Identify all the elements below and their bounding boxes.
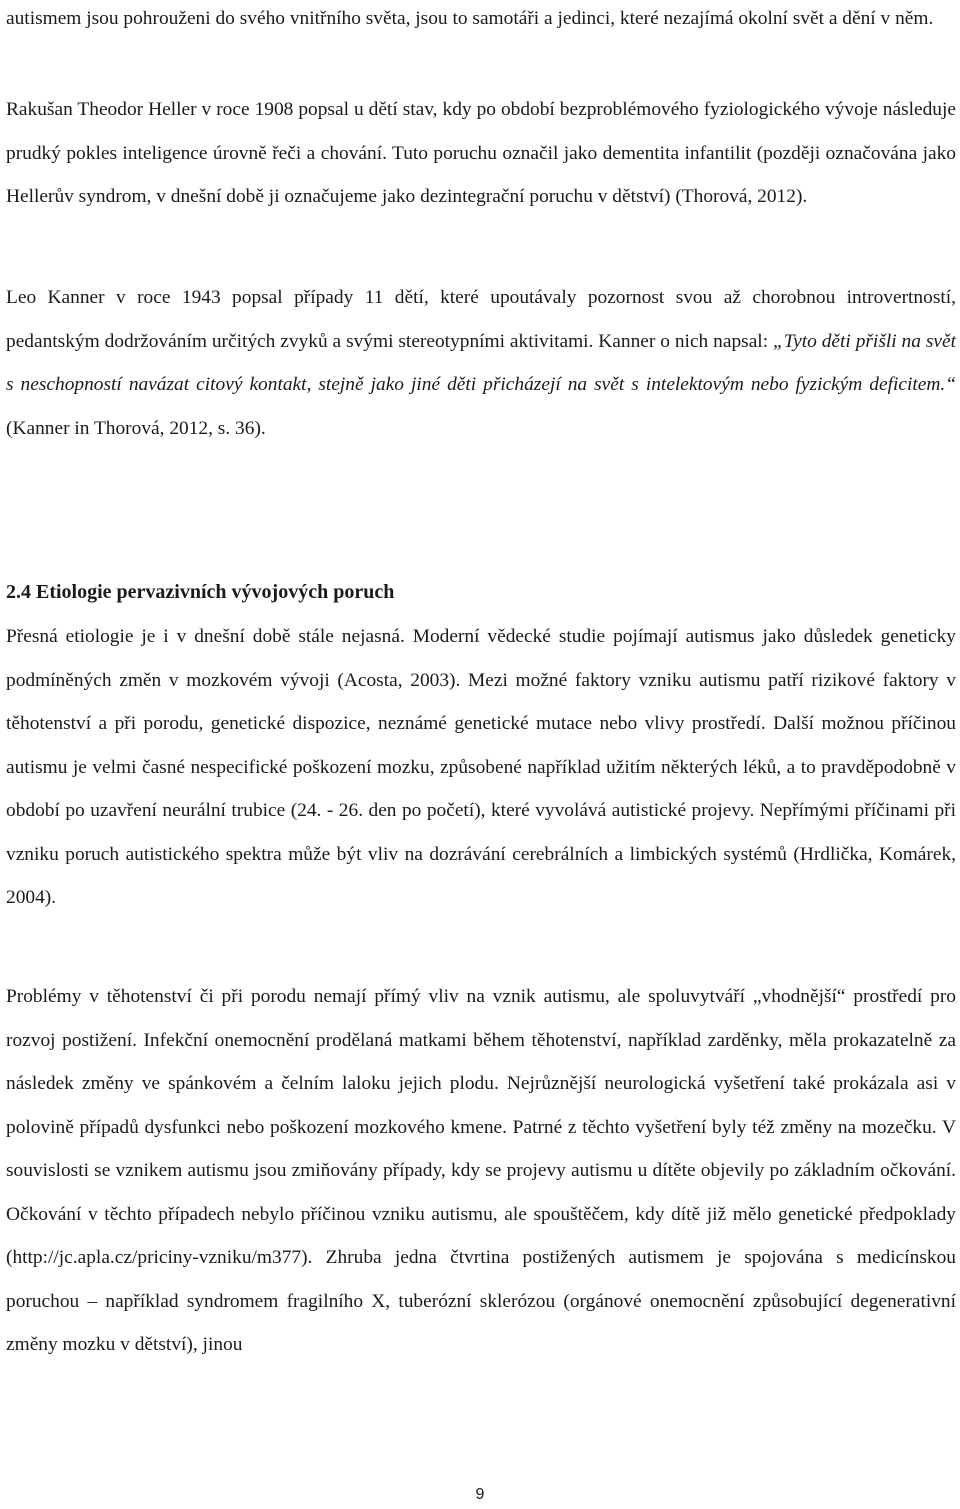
- kanner-text: Leo Kanner v roce 1943 popsal případy 11 dětí, které upoutávaly pozornost svou až chorobnou introvertností, pedantským dodržováním určitých zvyků a svými stereotypními aktivitami. Kanner o nich napsal:: [6, 287, 956, 352]
- kanner-citation: (Kanner in Thorová, 2012, s. 36).: [6, 417, 266, 439]
- section-title: Etiologie pervazivních vývojových poruch: [31, 581, 395, 603]
- section-number: 2.4: [6, 581, 31, 603]
- paragraph-intro-continuation: autismem jsou pohrouženi do svého vnitřního světa, jsou to samotáři a jedinci, které nezajímá okolní svět a dění v něm.: [6, 8, 934, 29]
- section-heading: [6, 572, 956, 612]
- paragraph-etiology: Přesná etiologie je i v dnešní době stále nejasná. Moderní vědecké studie pojímají autismus jako důsledek geneticky podmíněných změn v mozkovém vývoji (Acosta, 2003). Mezi možné faktory vzniku autismu patří rizikové faktory v těhotenství a při porodu, genetické dispozice, neznámé genetické mutace nebo vlivy prostředí. Další možnou příčinou autismu je velmi časné nespecifické poškození mozku, způsobené například užitím některých léků, a to pravděpodobně v období po uzavření neurální trubice (24. - 26. den po početí), které vyvolává autistické projevy. Nepřímými příčinami při vzniku poruch autistického spektra může být vliv na dozrávání cerebrálních a limbických systémů (Hrdlička, Komárek, 2004).: [6, 626, 956, 908]
- paragraph-kanner: [6, 276, 956, 450]
- paragraph-pregnancy-factors: Problémy v těhotenství či při porodu nemají přímý vliv na vznik autismu, ale spoluvytváří „vhodnější“ prostředí pro rozvoj postižení. Infekční onemocnění prodělaná matkami během těhotenství, například zarděnky, měla prokazatelně za následek změny ve spánkovém a čelním laloku jejich plodu. Nejrůznější neurologická vyšetření také prokázala asi v polovině případů dysfunkci nebo poškození mozkového kmene. Patrné z těchto vyšetření byly též změny na mozečku. V souvislosti se vznikem autismu jsou zmiňovány případy, kdy se projevy autismu u dítěte objevily po základním očkování. Očkování v těchto případech nebylo příčinou vzniku autismu, ale spouštěčem, kdy dítě již mělo genetické předpoklady (http://jc.apla.cz/priciny-vzniku/m377). Zhruba jedna čtvrtina postižených autismem je spojována s medicínskou poruchou – například syndromem fragilního X, tuberózní sklerózou (orgánové onemocnění způsobující degenerativní změny mozku v dětství), jinou: [6, 986, 956, 1355]
- kanner-quote: „Tyto děti přišli na svět s neschopností navázat citový kontakt, stejně jako jiné děti přicházejí na svět s intelektovým nebo fyzickým deficitem.“: [6, 330, 956, 395]
- page-number: 9: [475, 1486, 485, 1503]
- paragraph-heller: Rakušan Theodor Heller v roce 1908 popsal u dětí stav, kdy po období bezproblémového fyziologického vývoje následuje prudký pokles inteligence úrovně řeči a chování. Tuto poruchu označil jako dementita infantilit (později označována jako Hellerův syndrom, v dnešní době ji označujeme jako dezintegrační poruchu v dětství) (Thorová, 2012).: [6, 99, 956, 207]
